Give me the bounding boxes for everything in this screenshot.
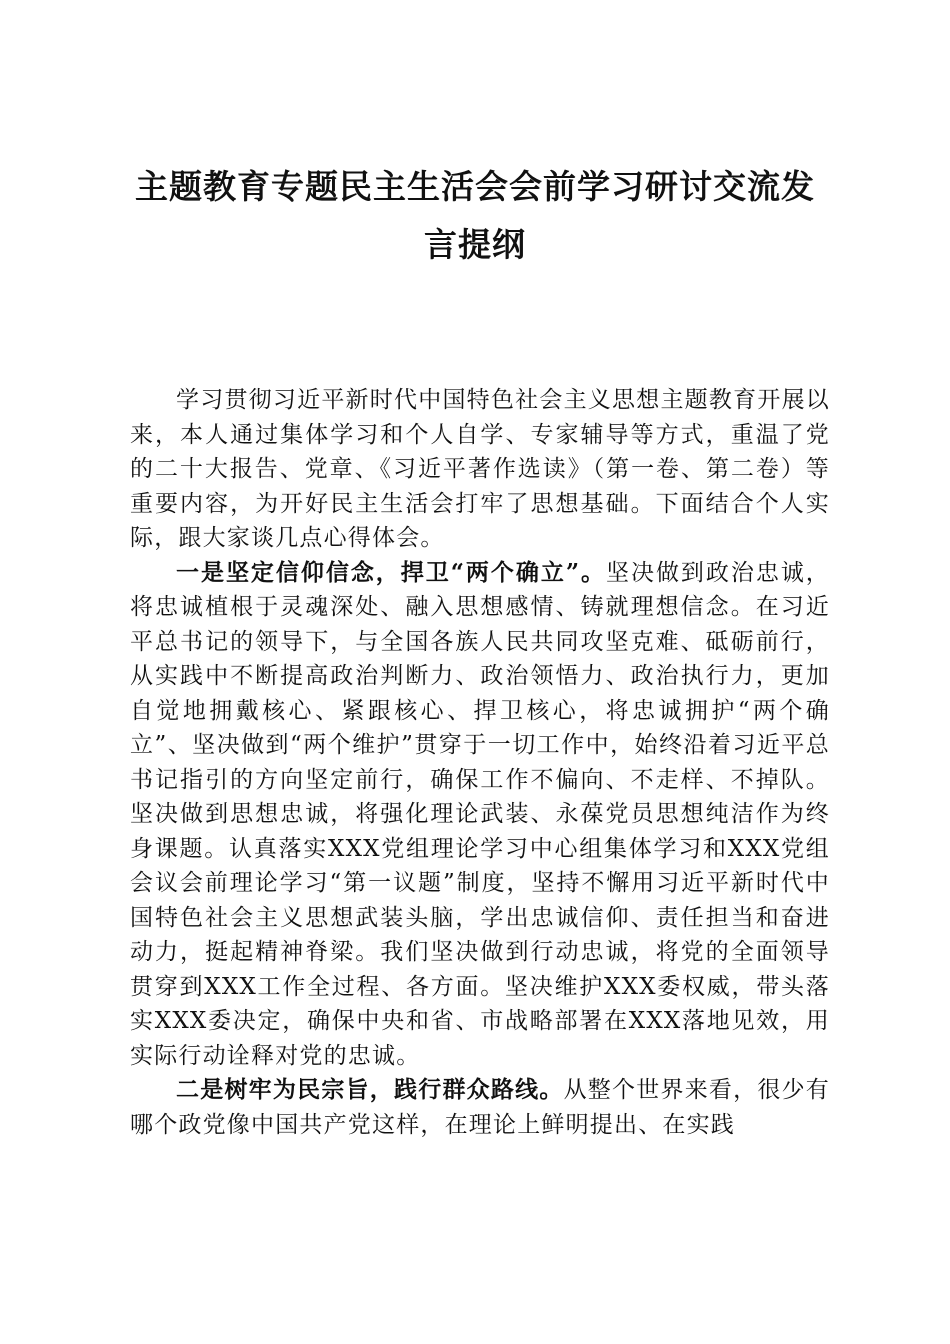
section-text-2: 从整个世界来看，很少有哪个政党像中国共产党这样，在理论上鲜明提出、在实践: [130, 1077, 831, 1138]
section-lead-1: 一是坚定信仰信念，捍卫“两个确立”。: [176, 558, 606, 586]
document-title: 主题教育专题民主生活会会前学习研讨交流发言提纲: [135, 167, 815, 264]
section-lead-2: 二是树牢为民宗旨，践行群众路线。: [176, 1076, 564, 1103]
section-paragraph-2: [130, 1073, 830, 1142]
section-text-1: 坚决做到政治忠诚，将忠诚植根于灵魂深处、融入思想感情、铸就理想信念。在习近平总书记的领导下，与全国各族人民共同攻坚克难、砥砺前行，从实践中不断提高政治判断力、政治领悟力、政治执行力，更加自觉地拥戴核心、紧跟核心、捍卫核心，将忠诚拥护“两个确立”、坚决做到“两个维护”贯穿于一切工作中，始终沿着习近平总书记指引的方向坚定前行，确保工作不偏向、不走样、不掉队。坚决做到思想忠诚，将强化理论武装、永葆党员思想纯洁作为终身课题。认真落实XXX党组理论学习中心组集体学习和XXX党组会议会前理论学习“第一议题”制度，坚持不懈用习近平新时代中国特色社会主义思想武装头脑，学出忠诚信仰、责任担当和奋进动力，挺起精神脊梁。我们坚决做到行动忠诚，将党的全面领导贯穿到XXX工作全过程、各方面。坚决维护XXX委权威，带头落实XXX委决定，确保中央和省、市战略部署在XXX落地见效，用实际行动诠释对党的忠诚。: [130, 559, 830, 1069]
document-body: [130, 383, 830, 1142]
section-paragraph-1: [130, 556, 830, 1074]
intro-paragraph: 学习贯彻习近平新时代中国特色社会主义思想主题教育开展以来，本人通过集体学习和个人自学、专家辅导等方式，重温了党的二十大报告、党章、《习近平著作选读》（第一卷、第二卷）等重要内容，为开好民主生活会打牢了思想基础。下面结合个人实际，跟大家谈几点心得体会。: [130, 387, 830, 551]
